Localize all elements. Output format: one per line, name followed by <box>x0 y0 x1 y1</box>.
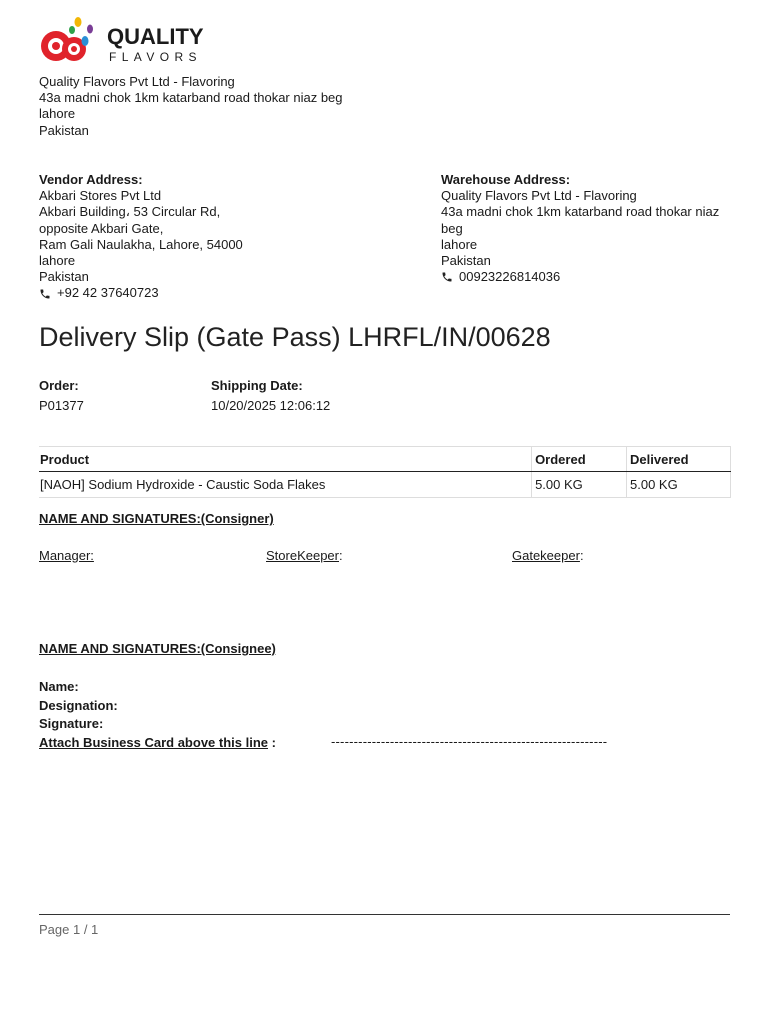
table-header-row <box>39 447 731 472</box>
warehouse-address-line: lahore <box>441 236 478 252</box>
column-header-ordered: Ordered <box>532 447 627 472</box>
products-table <box>39 446 731 498</box>
order-label: Order: <box>39 378 79 393</box>
attach-business-card-colon: : <box>268 735 276 751</box>
consignee-designation-label: Designation: <box>39 697 118 713</box>
vendor-address <box>39 172 243 302</box>
company-address-line: Pakistan <box>39 122 89 138</box>
storekeeper-label-text: StoreKeeper <box>266 548 339 563</box>
gatekeeper-label-colon: : <box>579 548 584 563</box>
company-address-line: Quality Flavors Pvt Ltd - Flavoring <box>39 74 235 89</box>
warehouse-address <box>441 172 731 285</box>
warehouse-phone <box>441 269 731 285</box>
warehouse-phone-number: 00923226814036 <box>459 269 561 285</box>
table-row <box>39 472 731 498</box>
gatekeeper-label-text: Gatekeeper <box>512 548 580 563</box>
vendor-address-heading: Vendor Address: <box>39 172 143 187</box>
logo-wordmark-line2: FLAVORS <box>109 50 202 64</box>
warehouse-address-line: Pakistan <box>441 253 491 269</box>
warehouse-address-line: 43a madni chok 1km katarband road thokar niaz beg <box>441 204 720 236</box>
order-info <box>39 378 84 414</box>
footer-divider <box>39 914 730 915</box>
column-header-product: Product <box>39 447 532 472</box>
shipping-date-label: Shipping Date: <box>211 378 303 393</box>
ordered-cell: 5.00 KG <box>532 472 627 498</box>
vendor-phone-number: +92 42 37640723 <box>57 285 159 301</box>
vendor-address-line: Ram Gali Naulakha, Lahore, 54000 <box>39 236 243 252</box>
column-header-delivered: Delivered <box>627 447 731 472</box>
order-value: P01377 <box>39 398 84 414</box>
storekeeper-signature-label <box>266 548 343 564</box>
warehouse-address-line: Quality Flavors Pvt Ltd - Flavoring <box>441 188 637 204</box>
page-title: Delivery Slip (Gate Pass) LHRFL/IN/00628 <box>39 322 551 352</box>
vendor-address-line: Akbari Stores Pvt Ltd <box>39 188 162 204</box>
logo-drop-yellow <box>75 17 82 27</box>
vendor-address-line: Pakistan <box>39 269 89 285</box>
vendor-phone <box>39 285 243 301</box>
consignee-signature-label: Signature: <box>39 716 104 732</box>
warehouse-address-heading: Warehouse Address: <box>441 172 571 187</box>
storekeeper-label-colon: : <box>339 548 343 563</box>
company-address <box>39 74 343 139</box>
consignee-name-label: Name: <box>39 679 79 694</box>
attach-business-card-label <box>39 734 276 753</box>
shipping-info <box>211 378 330 414</box>
logo-graphic <box>38 16 210 70</box>
gatekeeper-signature-label <box>512 548 584 564</box>
consignee-fields <box>39 678 276 753</box>
page-number: Page 1 / 1 <box>39 922 99 937</box>
company-logo <box>38 16 210 70</box>
manager-signature-label <box>39 548 94 564</box>
vendor-address-line: opposite Akbari Gate, <box>39 220 164 236</box>
business-card-dashed-line: ------------------------------------------------------------- <box>331 734 608 749</box>
logo-drop-blue <box>82 36 89 46</box>
vendor-address-line: Akbari Building، 53 Circular Rd, <box>39 204 221 220</box>
logo-drop-green <box>69 26 75 34</box>
phone-icon <box>441 271 453 283</box>
logo-drop-purple <box>87 25 93 34</box>
consignee-section-title: NAME AND SIGNATURES:(Consignee) <box>39 641 276 656</box>
product-cell: [NAOH] Sodium Hydroxide - Caustic Soda Flakes <box>39 472 532 498</box>
manager-label-text: Manager: <box>39 548 94 563</box>
delivered-cell: 5.00 KG <box>627 472 731 498</box>
logo-wordmark-line1: QUALITY <box>107 24 204 49</box>
company-address-line: lahore <box>39 106 76 122</box>
company-address-line: 43a madni chok 1km katarband road thokar niaz beg <box>39 90 343 106</box>
consigner-section-title: NAME AND SIGNATURES:(Consigner) <box>39 511 274 526</box>
attach-business-card-text: Attach Business Card above this line <box>39 735 269 751</box>
vendor-address-line: lahore <box>39 253 76 269</box>
phone-icon <box>39 288 51 300</box>
shipping-date-value: 10/20/2025 12:06:12 <box>211 398 331 414</box>
